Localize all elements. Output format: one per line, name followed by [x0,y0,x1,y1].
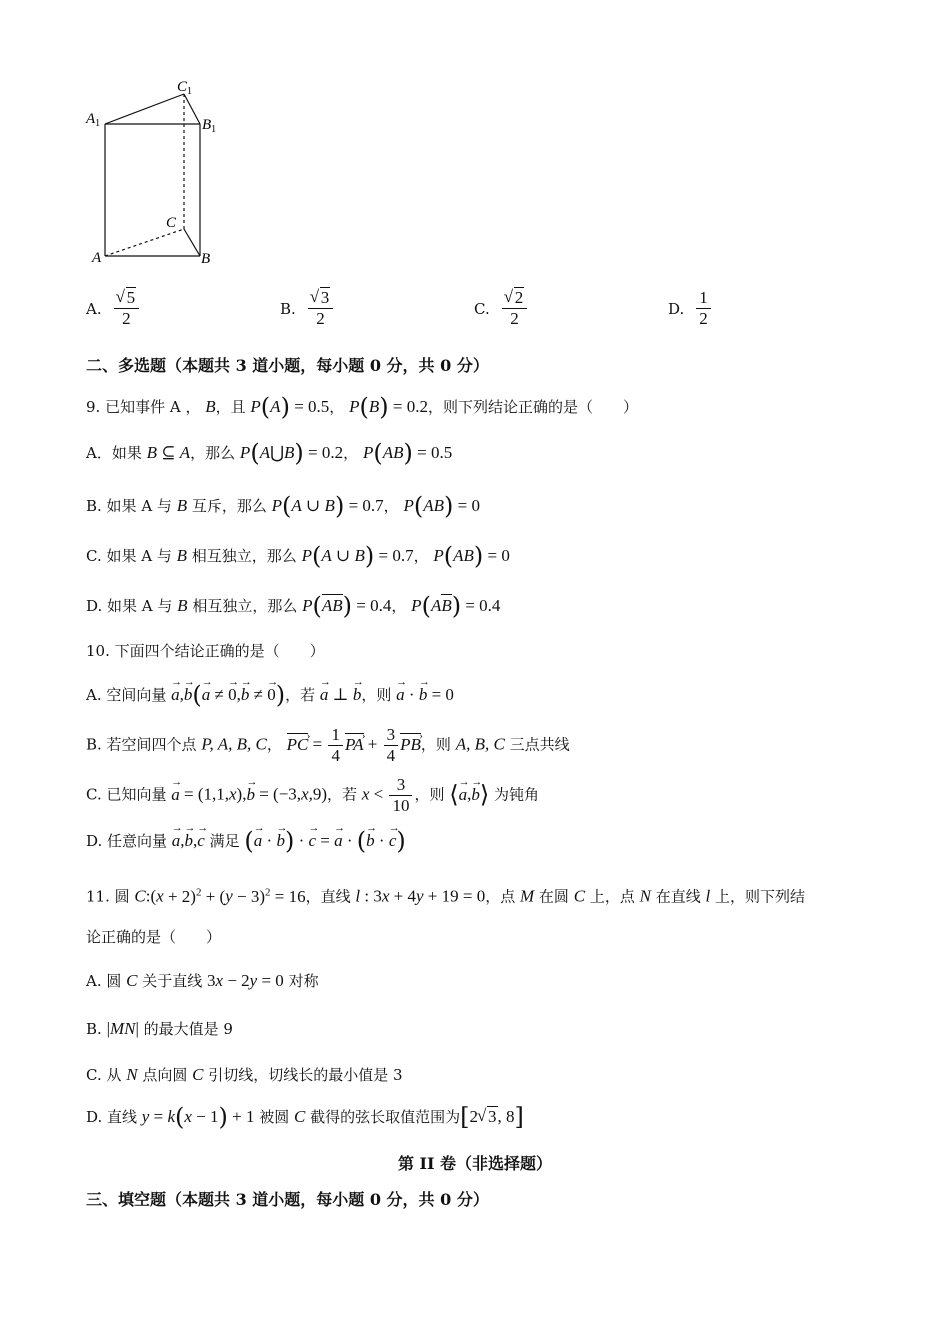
section3-title: 三、填空题（本题共 3 道小题，每小题 0 分，共 0 分） [86,1190,489,1209]
q10-option-b: B. 若空间四个点 P, A, B, C， PC › = $\frac{1}{4}$ PA › + $\frac{3}{4}$ PB ›，则 A, B, C 三点共线 [86,725,570,766]
q10-option-a: A. 空间向量 a →,b →(a → ≠ 0 →,b → ≠ 0 →)，若 a → ⊥ b →，则 a → · b → = 0 [86,684,454,706]
prism-figure [80,72,240,277]
q11-stem-line1: 11. 圆 C:(x + $2)^2 + (y - 3)^2 = 16$，直线 l : 3x + 4y + 19 = 0，点 M 在圆 C 上，点 N 在直线 l 上，则下列结 [86,886,805,906]
q9-option-b: B. 如果 A 与 B 互斥，那么 P(A ∪ B) = 0.7， P(AB) = 0 [86,492,480,520]
q10-option-d: D. 任意向量 a →,b →,c → 满足 (a → · b →) · c → = a → · (b → · c →) [86,830,406,852]
q10-option-c: C. 已知向量 a → = (1,1,x),b → = (−3,x,9)，若 x < $\frac{3}{10}$ ，则 ⟨a →,b →⟩ 为钝角 [86,775,539,816]
section2-title: 二、多选题（本题共 3 道小题，每小题 0 分，共 0 分） [86,356,489,375]
part2-title: 第 II 卷（非选择题） [397,1154,553,1173]
q10-stem: 10. 下面四个结论正确的是（ ） [86,642,325,660]
q9-option-a: A．如果 B ⊆ A，那么 P(A⋃B) = 0.2， P(AB) = 0.5 [86,439,453,467]
q11-option-a: A. 圆 C 关于直线 3x − 2y = 0 对称 [86,971,319,990]
q11-stem-line2: 论正确的是（ ） [86,928,222,946]
q11-option-c: C. 从 N 点向圆 C 引切线，切线长的最小值是 3 [86,1065,403,1084]
q9-option-d: D. 如果 A 与 B 相互独立，那么 P(AB) = 0.4， P(AB) = 0.4 [86,592,501,620]
label-a1: $A_1$ [86,111,101,129]
label-b: B [201,251,211,267]
label-c: C [166,215,177,231]
q8-option-c: C. √ $\frac{2}{2}$ [474,288,529,329]
label-a: A [92,250,102,266]
q9-stem: 9. 已知事件 A ， B，且 P(A) = 0.5， P(B) = 0.2，则下列结论正确的是（ ） [86,393,638,421]
q8-option-d: D. $\frac{1}{2}$ [668,288,713,329]
q9-option-c: C. 如果 A 与 B 相互独立，那么 P(A ∪ B) = 0.7， P(AB) = 0 [86,542,510,570]
q11-option-b: B. |MN| 的最大值是 9 [86,1019,233,1038]
q11-option-d: D. 直线 y = k(x − 1) + 1 被圆 C 截得的弦长取值范围为[2√ 3, 8] [86,1106,524,1128]
label-b1: $B_1$ [202,117,217,135]
label-c1: $C_1$ [177,79,193,97]
q8-option-a: A. √ $\frac{5}{2}$ [86,288,141,329]
q8-option-b: B. √ $\frac{3}{2}$ [280,288,335,329]
